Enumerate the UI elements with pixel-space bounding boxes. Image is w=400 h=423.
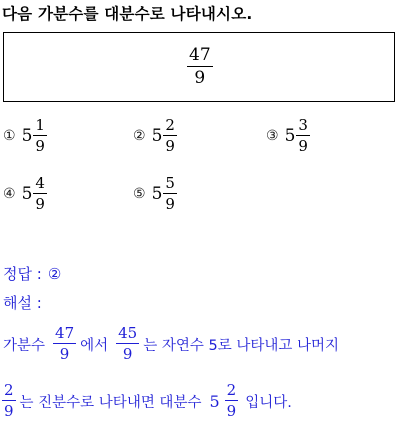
explanation-text: 에서: [80, 337, 109, 354]
fraction-45-9: [116, 326, 139, 362]
explanation-text: 는 자연수 5로 나타내고 나머지: [143, 337, 339, 354]
option-mark: ③: [266, 128, 279, 144]
question-text: 다음 가분수를 대분수로 나타내시오.: [2, 5, 253, 23]
option-mark: ⑤: [133, 186, 146, 202]
answer-label: 정답 :: [3, 265, 42, 283]
option-1[interactable]: [3, 118, 47, 154]
explanation-label: 해설 :: [3, 294, 42, 312]
mixed-whole: 5: [209, 391, 220, 411]
option-denominator: 9: [298, 137, 308, 155]
option-numerator: 3: [298, 116, 308, 134]
option-mark: ④: [3, 186, 16, 202]
explanation-text: 가분수: [3, 337, 46, 354]
option-4[interactable]: [3, 176, 47, 212]
explanation-line-2: [0, 383, 292, 419]
given-numerator: 47: [189, 45, 211, 65]
fraction-denominator: 9: [59, 345, 70, 363]
option-denominator: 9: [35, 195, 45, 213]
option-mark: ①: [3, 128, 16, 144]
option-numerator: 1: [35, 116, 45, 134]
fraction-numerator: 2: [226, 381, 237, 399]
option-whole: 5: [21, 184, 33, 204]
option-whole: 5: [151, 184, 163, 204]
fraction-numerator: 2: [4, 381, 14, 399]
option-whole: 5: [21, 126, 33, 146]
fraction-denominator: 9: [226, 402, 237, 420]
fraction-2-9: [2, 383, 16, 419]
option-denominator: 9: [165, 137, 175, 155]
option-denominator: 9: [165, 195, 175, 213]
fraction-denominator: 9: [122, 345, 133, 363]
option-5[interactable]: [133, 176, 177, 212]
given-fraction: [187, 47, 213, 87]
option-numerator: 4: [35, 174, 45, 192]
fraction-47-9: [53, 326, 76, 362]
option-mark: ②: [133, 128, 146, 144]
answer-value: ②: [47, 264, 62, 283]
fraction-denominator: 9: [4, 402, 14, 420]
answer-line: [3, 263, 61, 284]
option-numerator: 2: [165, 116, 175, 134]
fraction-numerator: 45: [118, 324, 138, 342]
given-denominator: 9: [194, 68, 206, 88]
explanation-line-1: [3, 326, 339, 362]
option-2[interactable]: [133, 118, 177, 154]
mixed-number: [209, 383, 242, 419]
explanation-text: 입니다.: [245, 394, 292, 411]
option-whole: 5: [284, 126, 296, 146]
explanation-text: 는 진분수로 나타내면 대분수: [19, 394, 202, 411]
option-denominator: 9: [35, 137, 45, 155]
option-whole: 5: [151, 126, 163, 146]
option-numerator: 5: [165, 174, 175, 192]
fraction-numerator: 47: [55, 324, 75, 342]
option-3[interactable]: [266, 118, 310, 154]
